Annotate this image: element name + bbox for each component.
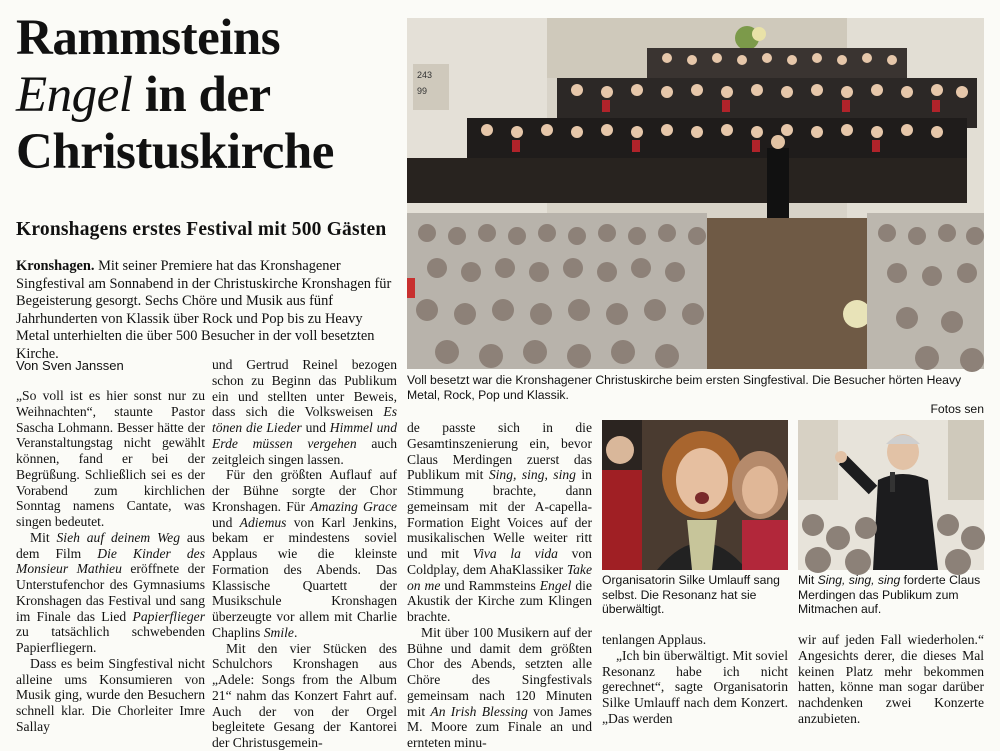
conductor-photo-caption: Mit Sing, sing, sing forderte Claus Merdingen das Publikum zum Mitmachen auf.: [798, 573, 981, 616]
article-column-5: [798, 632, 984, 727]
hymn-number-2: 99: [417, 86, 428, 96]
byline: Von Sven Janssen: [16, 358, 124, 373]
choir-photo-illustration: [407, 18, 984, 369]
paragraph: tenlangen Applaus.: [602, 632, 707, 647]
singer-photo-illustration: [602, 420, 788, 570]
photo-credit: Fotos sen: [930, 402, 984, 416]
audience: [407, 213, 984, 372]
main-photo-caption: [407, 373, 984, 417]
headline-italic-word: Engel: [16, 67, 133, 123]
paragraph: „So voll ist es hier sonst nur zu Weihnachten“, staunte Pastor Sascha Lohmann. Besser hätte der Veranstaltungstag nicht gewählt können, fand er bei der Begrüßung. Schließlich sei es der Vorabend zum kirchlichen Sonntag namens Cantate, was singen bedeutet.: [16, 388, 205, 529]
article-column-1: [16, 388, 205, 735]
paragraph: Mit Sieh auf deinem Weg aus dem Film Die Kinder des Monsieur Mathieu eröffnete der Unterstufenchor des Gymnasiums Kronshagen das Festival und sang im Finale das Lied Papierflieger zu tatsächlich schwebenden Papierfliegern.: [16, 529, 206, 655]
singer-photo: [602, 420, 788, 570]
headline-line-1: Rammsteins: [16, 10, 281, 66]
choir-photo: [407, 18, 984, 369]
headline-line-3: Christuskirche: [16, 124, 334, 180]
paragraph: de passte sich in die Gesamtinszenierung ein, bevor Claus Merdingen zuerst das Publikum mit Sing, sing, sing in Stimmung brachte, dann gemeinsam mit der A-capella-Formation Eight Voices auf der musikalischen Welle weiter ritt und mit Viva la vida von Coldplay, dem AhaKlassiker Take on me und Rammsteins Engel die Akustik der Kirche zum Klingen brachte.: [407, 420, 592, 624]
paragraph: Dass es beim Singfestival nicht alleine ums Konsumieren von Musik ging, wurde den Besuchern schnell klar. Die Chorleiter Imre Sallay: [16, 655, 205, 734]
article-column-2: [212, 357, 397, 751]
headline-line-2-rest: in der: [132, 67, 271, 123]
paragraph: und Gertrud Reinel bezogen schon zu Beginn das Publikum ein und stellten unter Beweis, dass sich die Volksweisen Es tönen die Lieder und Himmel und Erde müssen vergehen auch zeitgleich singen lassen.: [212, 357, 397, 467]
subheadline: Kronshagens erstes Festival mit 500 Gästen: [16, 219, 387, 240]
paragraph: wir auf jeden Fall wiederholen.“ Angesichts derer, die dieses Mal keinen Platz mehr bekommen hatten, könne man sogar darüber nachdenken zwei Konzerte anzubieten.: [798, 632, 984, 726]
dateline: Kronshagen.: [16, 258, 95, 274]
conductor-photo: [798, 420, 984, 570]
article-column-3: [407, 420, 592, 751]
lead-text: Mit seiner Premiere hat das Kronshagener Singfestival am Sonnabend in der Christuskirche Kronshagen für Begeisterung gesorgt. Sechs Chöre und Musik aus fünf Jahrhunderten von Klassik über Rock und Pop bis zu Heavy Metal unterhielten die über 500 Besucher in der voll besetzten Kirche.: [16, 258, 392, 362]
headline: [16, 10, 396, 181]
hymn-number-1: 243: [417, 70, 433, 80]
lead-paragraph: [16, 258, 396, 364]
paragraph: Mit über 100 Musikern auf der Bühne und damit dem größten Chor des Abends, setzten alle Chöre des Singfestivals gemeinsam nach 120 Minuten mit An Irish Blessing von James M. Moore zum Finale an und ernteten minu-: [407, 624, 592, 750]
main-photo-caption-text: Voll besetzt war die Kronshagener Christuskirche beim ersten Singfestival. Die Besucher hörten Heavy Metal, Rock, Pop und Klassik.: [407, 373, 962, 402]
conductor-photo-illustration: [798, 420, 984, 570]
paragraph: „Ich bin überwältigt. Mit soviel Resonanz habe ich nicht gerechnet“, sagte Organisatorin Silke Umlauff nach dem Konzert. „Das werden: [602, 647, 788, 726]
article-column-4: [602, 632, 788, 727]
singer-photo-caption: Organisatorin Silke Umlauff sang selbst. Die Resonanz hat sie überwältigt.: [602, 573, 780, 616]
paragraph: Für den größten Auflauf auf der Bühne sorgte der Chor Kronshagen. Für Amazing Grace und Adiemus von Karl Jenkins, bekam er mindestens soviel Applaus wie die kleinste Formation des Abends. Das Klassische Quartett der Musikschule Kronshagen überzeugte vor allem mit Charlie Chaplins Smile.: [212, 467, 398, 640]
paragraph: Mit den vier Stücken des Schulchors Kronshagen aus „Adele: Songs from the Album 21“ nahm das Konzert Fahrt auf. Auch der von der Orgel begleitete Gesang der Kantorei der Christusgemein-: [212, 640, 397, 750]
